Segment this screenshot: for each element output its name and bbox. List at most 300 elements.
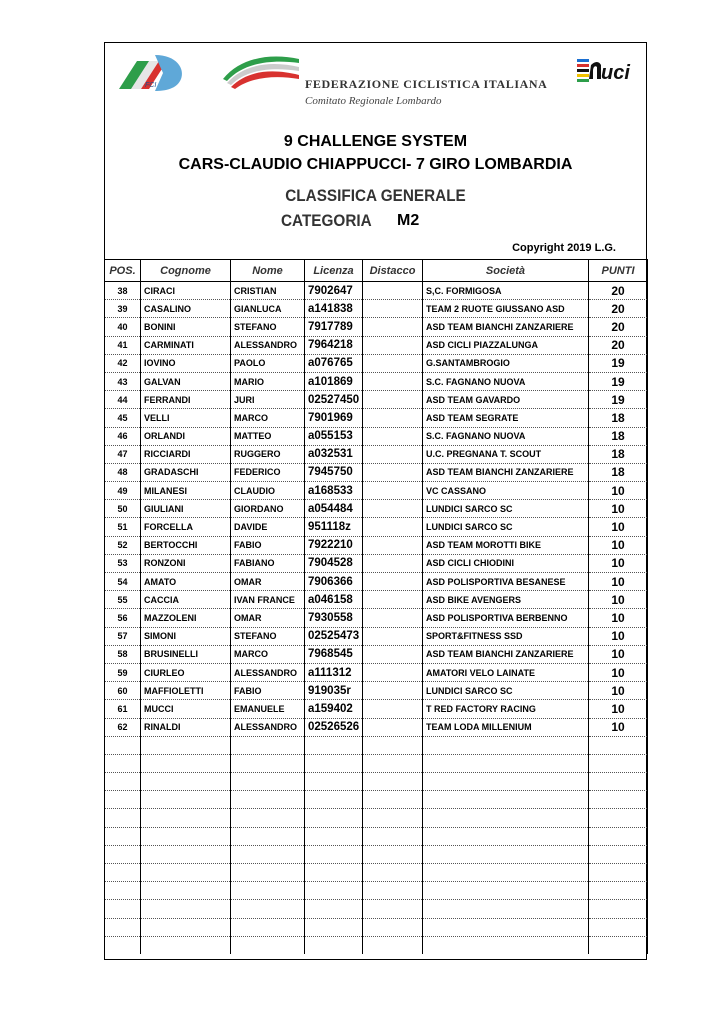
- cell-distacco: [363, 900, 423, 918]
- table-row: [105, 482, 648, 500]
- cell-distacco: [363, 554, 423, 572]
- cell-nome: [231, 754, 305, 772]
- cell-pos: [105, 809, 141, 827]
- cell-punti: [589, 864, 648, 882]
- cell-cognome: [141, 918, 231, 936]
- cell-licenza: 7922210: [305, 536, 363, 554]
- column-header-cognome: Cognome: [141, 260, 231, 282]
- cell-licenza: 02526526: [305, 718, 363, 736]
- cell-pos: 40: [105, 318, 141, 336]
- cell-punti: [589, 936, 648, 954]
- cell-punti: 18: [589, 463, 648, 481]
- cell-pos: 60: [105, 682, 141, 700]
- cell-societa: [423, 754, 589, 772]
- cell-licenza: 7902647: [305, 282, 363, 300]
- cell-distacco: [363, 936, 423, 954]
- cell-licenza: 7964218: [305, 336, 363, 354]
- cell-licenza: a046158: [305, 591, 363, 609]
- cell-societa: [423, 845, 589, 863]
- cell-punti: [589, 882, 648, 900]
- table-row: [105, 409, 648, 427]
- cell-distacco: [363, 391, 423, 409]
- cell-societa: ASD TEAM MOROTTI BIKE: [423, 536, 589, 554]
- cell-distacco: [363, 609, 423, 627]
- cell-nome: CRISTIAN: [231, 282, 305, 300]
- cell-cognome: GALVAN: [141, 372, 231, 390]
- cell-cognome: GRADASCHI: [141, 463, 231, 481]
- table-row: [105, 773, 648, 791]
- cell-nome: [231, 864, 305, 882]
- cell-pos: 55: [105, 591, 141, 609]
- cell-punti: [589, 918, 648, 936]
- cell-punti: 18: [589, 445, 648, 463]
- cell-societa: ASD CICLI PIAZZALUNGA: [423, 336, 589, 354]
- table-row: [105, 754, 648, 772]
- fci-logo-icon: [115, 51, 185, 95]
- cell-societa: ASD TEAM GAVARDO: [423, 391, 589, 409]
- cell-societa: LUNDICI SARCO SC: [423, 682, 589, 700]
- cell-punti: 20: [589, 282, 648, 300]
- cell-cognome: [141, 882, 231, 900]
- cell-distacco: [363, 845, 423, 863]
- table-row: [105, 573, 648, 591]
- cell-nome: FABIANO: [231, 554, 305, 572]
- cell-pos: 56: [105, 609, 141, 627]
- cell-nome: [231, 827, 305, 845]
- cell-nome: FEDERICO: [231, 463, 305, 481]
- cell-punti: [589, 773, 648, 791]
- cell-licenza: [305, 827, 363, 845]
- cell-distacco: [363, 736, 423, 754]
- table-row: [105, 354, 648, 372]
- cell-punti: 10: [589, 554, 648, 572]
- cell-cognome: [141, 773, 231, 791]
- cell-licenza: [305, 736, 363, 754]
- cell-cognome: BRUSINELLI: [141, 645, 231, 663]
- cell-pos: [105, 791, 141, 809]
- cell-distacco: [363, 864, 423, 882]
- cell-societa: ASD POLISPORTIVA BESANESE: [423, 573, 589, 591]
- cell-distacco: [363, 663, 423, 681]
- cell-societa: TEAM LODA MILLENIUM: [423, 718, 589, 736]
- standings-table: [104, 259, 648, 954]
- cell-pos: [105, 827, 141, 845]
- cell-societa: VC CASSANO: [423, 482, 589, 500]
- cell-punti: 18: [589, 409, 648, 427]
- table-row: [105, 282, 648, 300]
- cell-cognome: [141, 936, 231, 954]
- cell-licenza: [305, 864, 363, 882]
- cell-pos: 47: [105, 445, 141, 463]
- cell-cognome: [141, 791, 231, 809]
- cell-pos: 50: [105, 500, 141, 518]
- column-header-punti: PUNTI: [589, 260, 648, 282]
- column-header-societa: Società: [423, 260, 589, 282]
- cell-societa: SPORT&FITNESS SSD: [423, 627, 589, 645]
- cell-punti: [589, 845, 648, 863]
- cell-pos: 62: [105, 718, 141, 736]
- cell-societa: [423, 864, 589, 882]
- cell-societa: [423, 918, 589, 936]
- table-row: [105, 536, 648, 554]
- cell-punti: 10: [589, 682, 648, 700]
- uci-logo-icon: [573, 51, 643, 89]
- cell-distacco: [363, 918, 423, 936]
- cell-pos: 39: [105, 300, 141, 318]
- table-row: [105, 791, 648, 809]
- column-header-nome: Nome: [231, 260, 305, 282]
- cell-nome: [231, 773, 305, 791]
- cell-licenza: 7906366: [305, 573, 363, 591]
- regional-committee: Comitato Regionale Lombardo: [305, 95, 442, 107]
- table-row: [105, 591, 648, 609]
- cell-pos: [105, 773, 141, 791]
- cell-punti: 10: [589, 536, 648, 554]
- cell-distacco: [363, 591, 423, 609]
- svg-text:uci: uci: [601, 62, 630, 84]
- cell-distacco: [363, 300, 423, 318]
- table-row: [105, 936, 648, 954]
- cell-distacco: [363, 773, 423, 791]
- cell-cognome: [141, 809, 231, 827]
- cell-distacco: [363, 700, 423, 718]
- cell-cognome: CIRACI: [141, 282, 231, 300]
- cell-societa: ASD TEAM BIANCHI ZANZARIERE: [423, 645, 589, 663]
- copyright-notice: Copyright 2019 L.G.: [512, 242, 616, 254]
- cell-pos: 46: [105, 427, 141, 445]
- cell-cognome: SIMONI: [141, 627, 231, 645]
- cell-cognome: RONZONI: [141, 554, 231, 572]
- cell-nome: STEFANO: [231, 318, 305, 336]
- cell-nome: JURI: [231, 391, 305, 409]
- cell-societa: [423, 773, 589, 791]
- cell-licenza: a032531: [305, 445, 363, 463]
- cell-punti: 10: [589, 591, 648, 609]
- cell-distacco: [363, 372, 423, 390]
- cell-nome: EMANUELE: [231, 700, 305, 718]
- cell-cognome: CACCIA: [141, 591, 231, 609]
- cell-cognome: IOVINO: [141, 354, 231, 372]
- cell-nome: MATTEO: [231, 427, 305, 445]
- cell-nome: MARCO: [231, 409, 305, 427]
- cell-societa: [423, 809, 589, 827]
- cell-distacco: [363, 536, 423, 554]
- category-value: M2: [397, 212, 420, 229]
- cell-licenza: [305, 900, 363, 918]
- fci-logo-text: FCI: [145, 82, 157, 89]
- table-row: [105, 500, 648, 518]
- cell-pos: 54: [105, 573, 141, 591]
- table-row: [105, 663, 648, 681]
- cell-societa: [423, 882, 589, 900]
- table-header-row: [105, 260, 648, 282]
- cell-cognome: AMATO: [141, 573, 231, 591]
- cell-distacco: [363, 500, 423, 518]
- cell-cognome: MILANESI: [141, 482, 231, 500]
- cell-licenza: a111312: [305, 663, 363, 681]
- cell-societa: LUNDICI SARCO SC: [423, 518, 589, 536]
- cell-distacco: [363, 518, 423, 536]
- cell-nome: GIANLUCA: [231, 300, 305, 318]
- cell-nome: GIORDANO: [231, 500, 305, 518]
- cell-cognome: MUCCI: [141, 700, 231, 718]
- cell-nome: [231, 918, 305, 936]
- cell-societa: ASD TEAM SEGRATE: [423, 409, 589, 427]
- cell-licenza: [305, 918, 363, 936]
- cell-distacco: [363, 354, 423, 372]
- cell-licenza: a101869: [305, 372, 363, 390]
- table-row: [105, 918, 648, 936]
- cell-societa: S.C. FAGNANO NUOVA: [423, 372, 589, 390]
- table-row: [105, 645, 648, 663]
- cell-punti: [589, 754, 648, 772]
- cell-societa: [423, 736, 589, 754]
- column-header-distacco: Distacco: [363, 260, 423, 282]
- results-sheet: [104, 42, 647, 960]
- cell-pos: 52: [105, 536, 141, 554]
- cell-punti: 10: [589, 518, 648, 536]
- cell-licenza: a054484: [305, 500, 363, 518]
- table-row: [105, 427, 648, 445]
- cell-societa: ASD BIKE AVENGERS: [423, 591, 589, 609]
- cell-nome: [231, 791, 305, 809]
- cell-nome: MARIO: [231, 372, 305, 390]
- cell-nome: DAVIDE: [231, 518, 305, 536]
- cell-nome: FABIO: [231, 682, 305, 700]
- cell-licenza: [305, 791, 363, 809]
- cell-societa: [423, 827, 589, 845]
- cell-licenza: a055153: [305, 427, 363, 445]
- cell-pos: [105, 918, 141, 936]
- cell-pos: 38: [105, 282, 141, 300]
- cell-cognome: CASALINO: [141, 300, 231, 318]
- cell-nome: [231, 882, 305, 900]
- cell-distacco: [363, 682, 423, 700]
- cell-societa: S.C. FAGNANO NUOVA: [423, 427, 589, 445]
- cell-pos: 44: [105, 391, 141, 409]
- table-row: [105, 736, 648, 754]
- cell-distacco: [363, 718, 423, 736]
- cell-distacco: [363, 754, 423, 772]
- cell-punti: 19: [589, 354, 648, 372]
- cell-nome: RUGGERO: [231, 445, 305, 463]
- cell-nome: [231, 900, 305, 918]
- cell-punti: 10: [589, 645, 648, 663]
- category-label: CATEGORIA: [281, 211, 372, 230]
- table-row: [105, 882, 648, 900]
- cell-cognome: [141, 827, 231, 845]
- cell-cognome: [141, 900, 231, 918]
- standings-body: [105, 282, 648, 954]
- cell-distacco: [363, 409, 423, 427]
- cell-distacco: [363, 318, 423, 336]
- federation-name: FEDERAZIONE CICLISTICA ITALIANA: [305, 77, 548, 91]
- cell-licenza: [305, 845, 363, 863]
- cell-distacco: [363, 827, 423, 845]
- cell-pos: 57: [105, 627, 141, 645]
- cell-nome: ALESSANDRO: [231, 718, 305, 736]
- cell-licenza: [305, 809, 363, 827]
- cell-pos: 61: [105, 700, 141, 718]
- cell-societa: T RED FACTORY RACING: [423, 700, 589, 718]
- table-row: [105, 318, 648, 336]
- cell-nome: [231, 936, 305, 954]
- cell-cognome: BONINI: [141, 318, 231, 336]
- table-row: [105, 809, 648, 827]
- cell-punti: 20: [589, 300, 648, 318]
- cell-punti: 10: [589, 482, 648, 500]
- cell-societa: TEAM 2 RUOTE GIUSSANO ASD: [423, 300, 589, 318]
- cell-pos: [105, 900, 141, 918]
- cell-cognome: CIURLEO: [141, 663, 231, 681]
- cell-nome: CLAUDIO: [231, 482, 305, 500]
- cell-licenza: 7945750: [305, 463, 363, 481]
- cell-licenza: [305, 882, 363, 900]
- cell-nome: [231, 845, 305, 863]
- cell-pos: 45: [105, 409, 141, 427]
- cell-distacco: [363, 627, 423, 645]
- table-row: [105, 372, 648, 390]
- cell-societa: [423, 936, 589, 954]
- cell-punti: [589, 900, 648, 918]
- cell-distacco: [363, 463, 423, 481]
- cell-punti: 10: [589, 627, 648, 645]
- cell-licenza: 7917789: [305, 318, 363, 336]
- table-row: [105, 682, 648, 700]
- event-title: 9 CHALLENGE SYSTEM: [283, 133, 468, 150]
- cell-societa: AMATORI VELO LAINATE: [423, 663, 589, 681]
- table-row: [105, 627, 648, 645]
- cell-pos: [105, 845, 141, 863]
- table-row: [105, 518, 648, 536]
- cell-punti: 20: [589, 318, 648, 336]
- cell-pos: 53: [105, 554, 141, 572]
- cell-pos: 59: [105, 663, 141, 681]
- federation-emblem-icon: [221, 49, 305, 89]
- cell-distacco: [363, 882, 423, 900]
- cell-societa: LUNDICI SARCO SC: [423, 500, 589, 518]
- cell-licenza: 951118z: [305, 518, 363, 536]
- cell-licenza: 7968545: [305, 645, 363, 663]
- cell-punti: 19: [589, 391, 648, 409]
- cell-societa: ASD TEAM BIANCHI ZANZARIERE: [423, 463, 589, 481]
- cell-distacco: [363, 336, 423, 354]
- table-row: [105, 445, 648, 463]
- cell-punti: [589, 809, 648, 827]
- table-row: [105, 609, 648, 627]
- cell-pos: [105, 882, 141, 900]
- cell-pos: 42: [105, 354, 141, 372]
- cell-nome: [231, 809, 305, 827]
- table-row: [105, 864, 648, 882]
- cell-licenza: a159402: [305, 700, 363, 718]
- cell-pos: 41: [105, 336, 141, 354]
- cell-distacco: [363, 482, 423, 500]
- cell-licenza: 7930558: [305, 609, 363, 627]
- cell-punti: 10: [589, 609, 648, 627]
- event-subtitle: CARS-CLAUDIO CHIAPPUCCI- 7 GIRO LOMBARDIA: [178, 156, 573, 173]
- cell-distacco: [363, 791, 423, 809]
- cell-punti: 10: [589, 700, 648, 718]
- cell-nome: OMAR: [231, 609, 305, 627]
- table-row: [105, 718, 648, 736]
- table-row: [105, 391, 648, 409]
- cell-societa: [423, 900, 589, 918]
- cell-licenza: [305, 936, 363, 954]
- cell-punti: [589, 791, 648, 809]
- cell-punti: 10: [589, 663, 648, 681]
- cell-cognome: RICCIARDI: [141, 445, 231, 463]
- cell-pos: 58: [105, 645, 141, 663]
- cell-punti: 10: [589, 718, 648, 736]
- cell-societa: ASD POLISPORTIVA BERBENNO: [423, 609, 589, 627]
- cell-licenza: a076765: [305, 354, 363, 372]
- cell-licenza: 7904528: [305, 554, 363, 572]
- cell-punti: [589, 827, 648, 845]
- cell-distacco: [363, 645, 423, 663]
- cell-nome: OMAR: [231, 573, 305, 591]
- cell-pos: 48: [105, 463, 141, 481]
- table-row: [105, 900, 648, 918]
- cell-pos: 43: [105, 372, 141, 390]
- cell-punti: 10: [589, 500, 648, 518]
- cell-societa: [423, 791, 589, 809]
- cell-distacco: [363, 427, 423, 445]
- table-row: [105, 336, 648, 354]
- cell-cognome: FERRANDI: [141, 391, 231, 409]
- cell-cognome: [141, 754, 231, 772]
- table-row: [105, 554, 648, 572]
- cell-societa: ASD CICLI CHIODINI: [423, 554, 589, 572]
- table-row: [105, 827, 648, 845]
- cell-nome: PAOLO: [231, 354, 305, 372]
- cell-cognome: CARMINATI: [141, 336, 231, 354]
- cell-licenza: [305, 754, 363, 772]
- cell-licenza: a168533: [305, 482, 363, 500]
- cell-punti: 10: [589, 573, 648, 591]
- cell-pos: 49: [105, 482, 141, 500]
- cell-punti: 19: [589, 372, 648, 390]
- cell-licenza: 02525473: [305, 627, 363, 645]
- cell-cognome: BERTOCCHI: [141, 536, 231, 554]
- cell-cognome: ORLANDI: [141, 427, 231, 445]
- cell-licenza: [305, 773, 363, 791]
- cell-pos: [105, 754, 141, 772]
- column-header-licenza: Licenza: [305, 260, 363, 282]
- cell-cognome: MAFFIOLETTI: [141, 682, 231, 700]
- cell-punti: [589, 736, 648, 754]
- cell-nome: IVAN FRANCE: [231, 591, 305, 609]
- cell-cognome: VELLI: [141, 409, 231, 427]
- cell-cognome: MAZZOLENI: [141, 609, 231, 627]
- cell-cognome: RINALDI: [141, 718, 231, 736]
- cell-pos: [105, 736, 141, 754]
- cell-cognome: GIULIANI: [141, 500, 231, 518]
- cell-cognome: [141, 736, 231, 754]
- cell-pos: 51: [105, 518, 141, 536]
- cell-distacco: [363, 282, 423, 300]
- cell-punti: 20: [589, 336, 648, 354]
- cell-nome: STEFANO: [231, 627, 305, 645]
- table-row: [105, 700, 648, 718]
- cell-nome: MARCO: [231, 645, 305, 663]
- cell-societa: S,C. FORMIGOSA: [423, 282, 589, 300]
- table-row: [105, 463, 648, 481]
- cell-licenza: 02527450: [305, 391, 363, 409]
- cell-cognome: FORCELLA: [141, 518, 231, 536]
- cell-nome: ALESSANDRO: [231, 663, 305, 681]
- cell-licenza: 7901969: [305, 409, 363, 427]
